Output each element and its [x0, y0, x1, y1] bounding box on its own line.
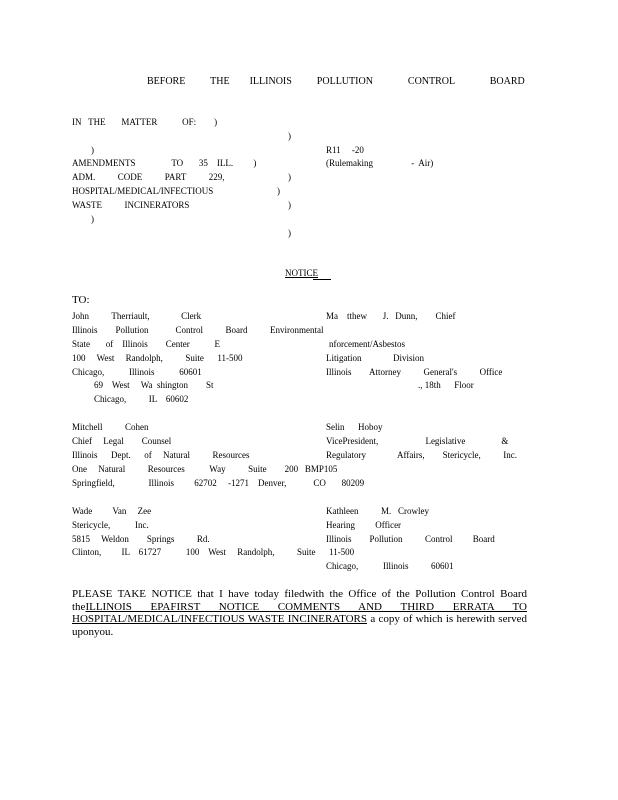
address-line: VicePresident, Legislative &	[326, 436, 509, 446]
notice-paragraph	[72, 588, 527, 638]
address-line: 5815 Weldon Springs Rd.	[72, 534, 210, 544]
caption-line-matter: IN THE MATTER OF: )	[72, 117, 218, 127]
address-line: Wade Van Zee	[72, 506, 152, 516]
address-line: 100 West Randolph, Suite 11-500	[72, 353, 243, 363]
address-line: ., 18th Floor	[418, 380, 474, 390]
caption-line-waste: WASTE INCINERATORS	[72, 200, 190, 210]
address-line: Kathleen M. Crowley	[326, 506, 429, 516]
address-line: Illinois Attorney General's Office	[326, 367, 503, 377]
address-line: 69 West Wa shington St	[94, 380, 214, 390]
caption-line-adm-code: ADM. CODE PART 229,	[72, 172, 225, 182]
rulemaking-label: (Rulemaking - Air)	[326, 158, 434, 168]
notice-text-end: a copy of which is herewith served uponyou.	[72, 613, 528, 638]
board-title: BEFORE THE ILLINOIS POLLUTION CONTROL BOARD	[147, 76, 525, 87]
address-line: Selin Hoboy	[326, 422, 383, 432]
address-line: Springfield, Illinois 62702 -1271	[72, 478, 249, 488]
address-line: Regulatory Affairs, Stericycle, Inc.	[326, 450, 518, 460]
caption-paren: )	[91, 214, 94, 224]
caption-paren: )	[288, 228, 291, 238]
address-line: Litigation Division	[326, 353, 424, 363]
address-line: Illinois Pollution Control Board Environmental	[72, 325, 324, 335]
address-line: Hearing Officer	[326, 520, 402, 530]
address-line: Stericycle, Inc.	[72, 520, 149, 530]
caption-line-hospital: HOSPITAL/MEDICAL/INFECTIOUS	[72, 186, 214, 196]
caption-line-amendments: AMENDMENTS TO 35 ILL. )	[72, 158, 257, 168]
address-line: Chief Legal Counsel	[72, 436, 172, 446]
address-line: Mitchell Cohen	[72, 422, 149, 432]
to-label: TO:	[72, 294, 90, 306]
notice-text-start: PLEASE TAKE NOTICE that I have today filedwith the Office of the Pollution Control Board the	[72, 588, 527, 613]
address-line: State of Illinois Center E	[72, 339, 220, 349]
caption-paren: )	[91, 145, 94, 155]
address-line: Chicago, Illinois 60601	[326, 561, 454, 571]
address-line: Chicago, Illinois 60601	[72, 367, 202, 377]
address-line: John Therriault, Clerk	[72, 311, 202, 321]
caption-paren: )	[288, 200, 291, 210]
address-line: One Natural Resources Way Suite 200 BMP105	[72, 464, 338, 474]
address-line: Denver, CO 80209	[258, 478, 365, 488]
address-line: Clinton, IL 61727 100 West Randolph, Suite 11-500	[72, 547, 355, 557]
address-line: Chicago, IL 60602	[94, 394, 189, 404]
caption-paren: )	[288, 172, 291, 182]
address-line: Illinois Dept. of Natural Resources	[72, 450, 250, 460]
caption-paren: )	[288, 131, 291, 141]
notice-heading: NOTICE	[285, 268, 318, 278]
caption-paren: )	[277, 186, 280, 196]
heading-underline	[313, 279, 331, 280]
address-line: Illinois Pollution Control Board	[326, 534, 495, 544]
address-line: nforcement/Asbestos	[329, 339, 405, 349]
address-line: Ma tthew J. Dunn, Chief	[326, 311, 456, 321]
filing-title-link: ILLINOIS EPAFIRST NOTICE COMMENTS AND THIRD ERRATA TO HOSPITAL/MEDICAL/INFECTIOUS WASTE INCINERATORS	[72, 600, 527, 625]
docket-number: R11 -20	[326, 145, 364, 155]
